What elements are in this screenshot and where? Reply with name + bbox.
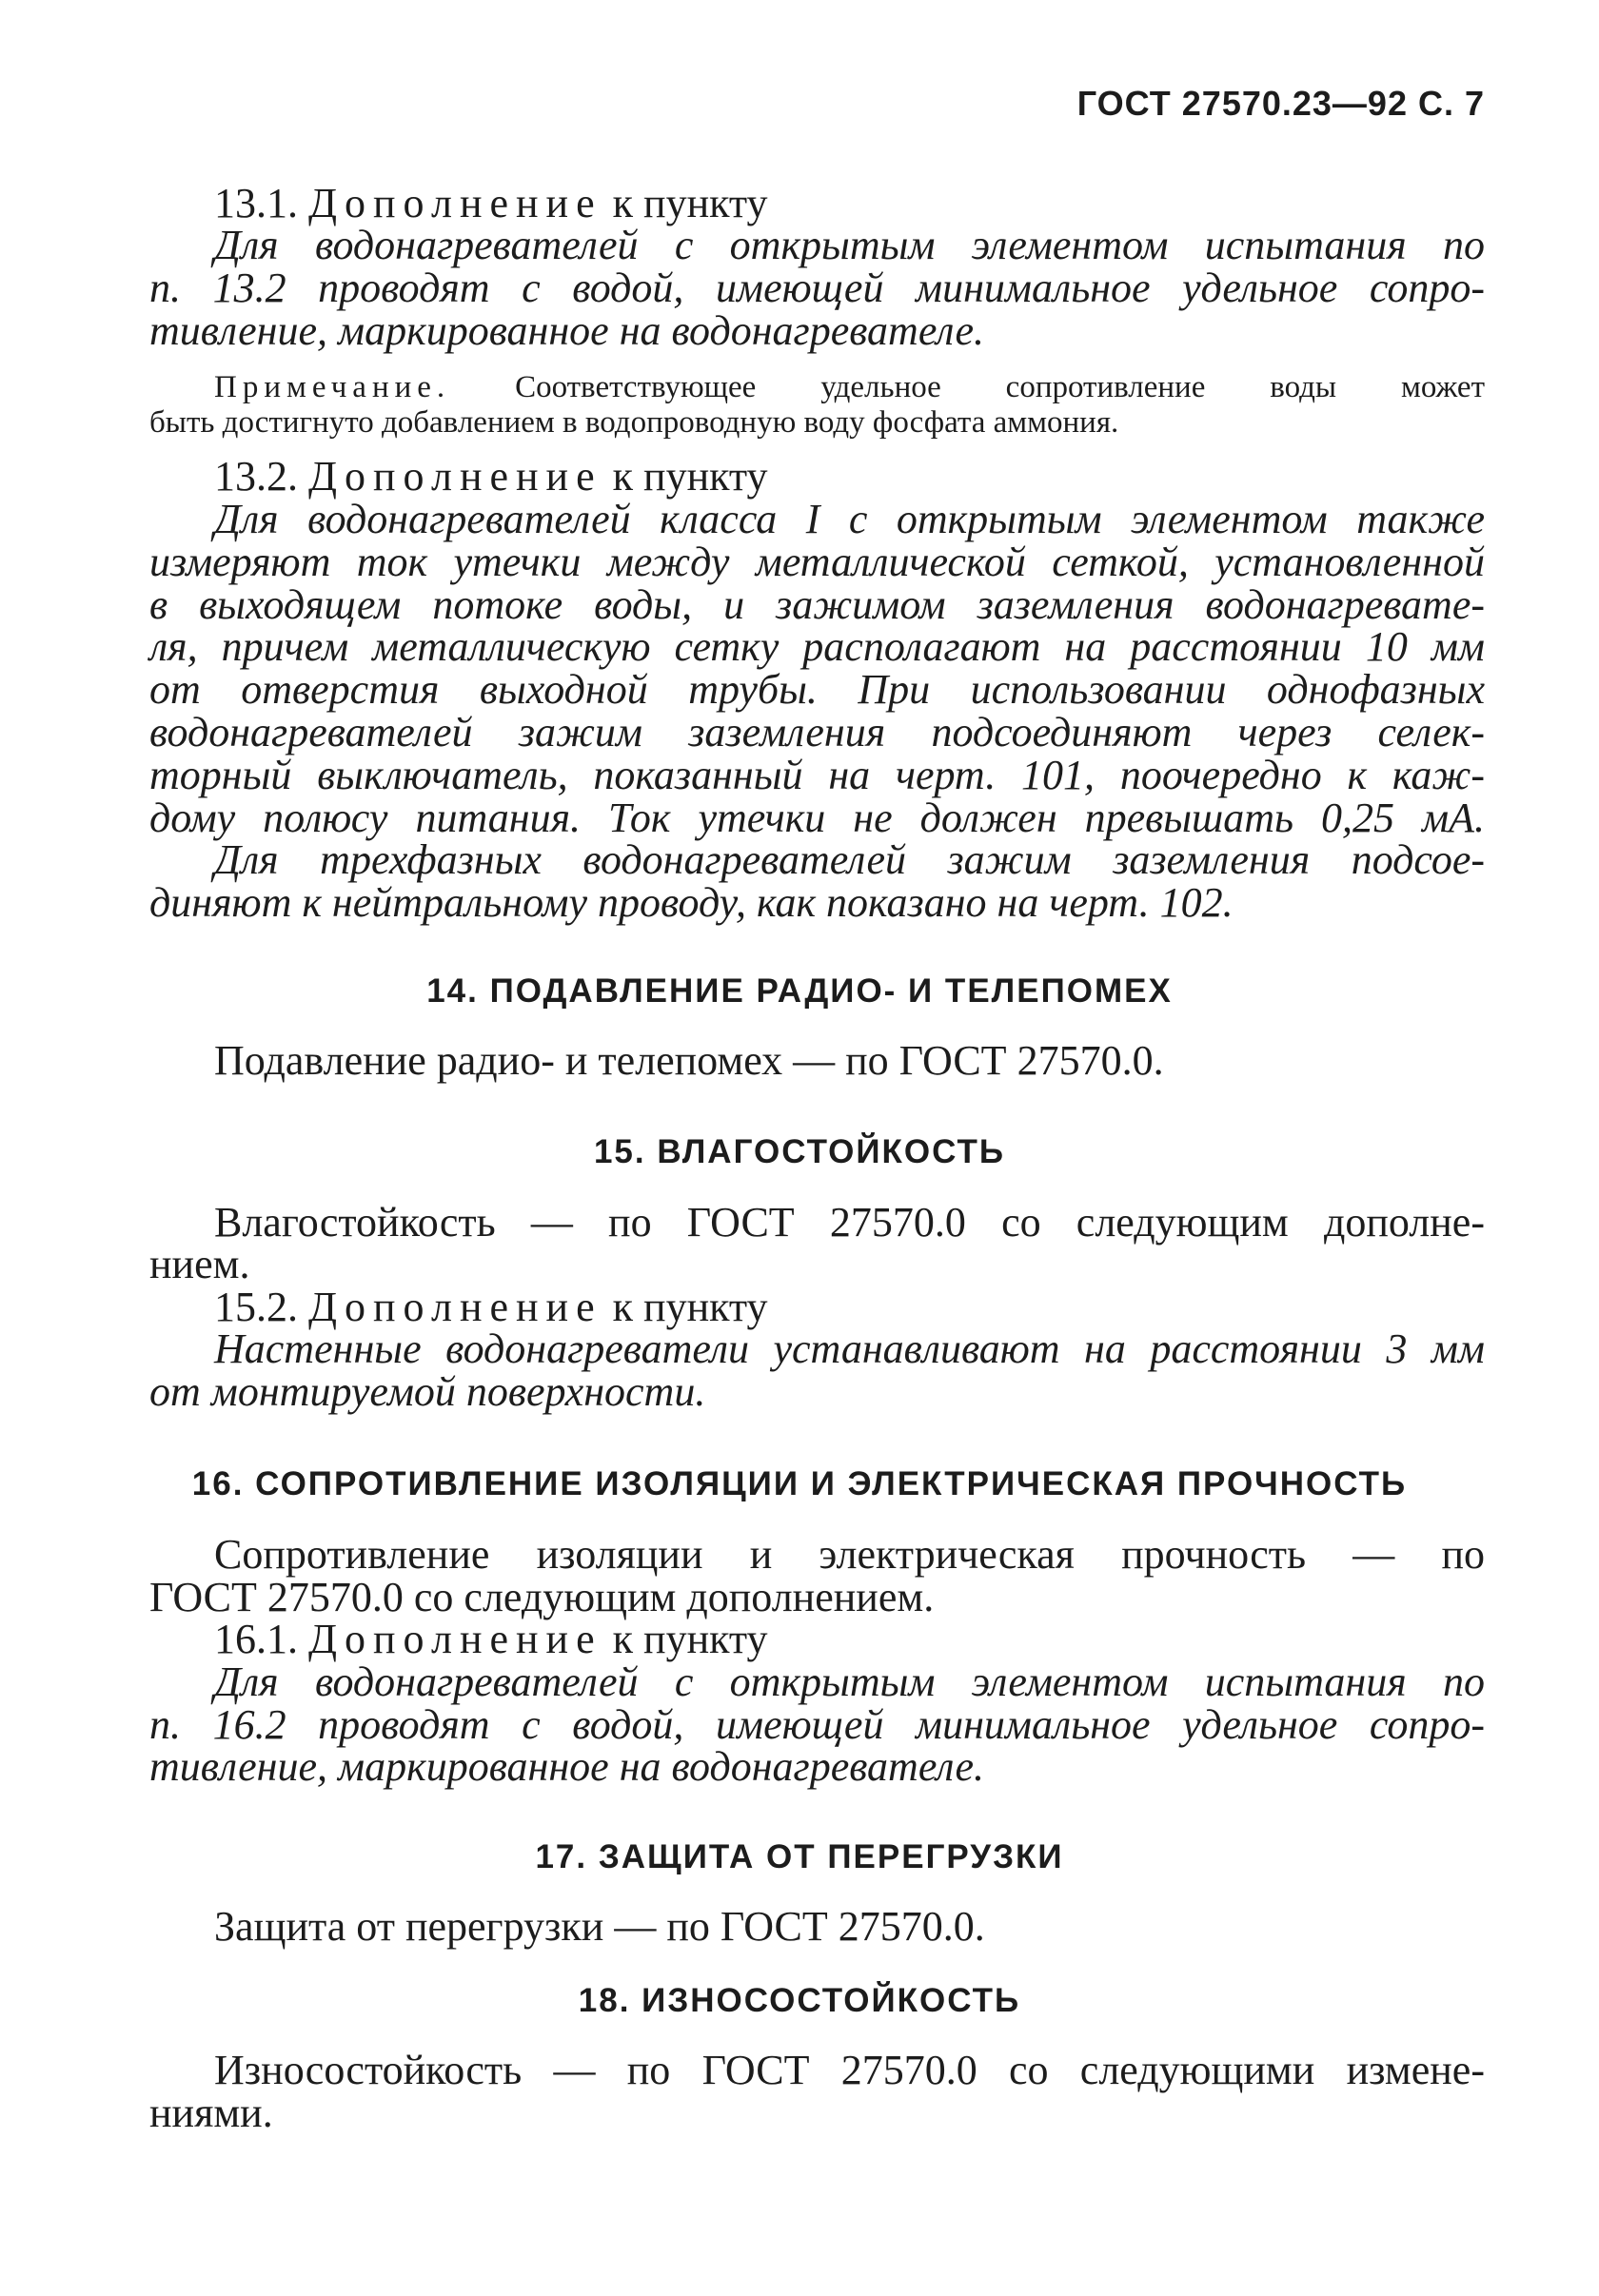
clause-15-2-title: 15.2. Дополнение к пункту xyxy=(214,1284,768,1330)
note-line: Примечание. Соответствующее удельное сопротивление воды может xyxy=(214,370,1485,404)
section-17-text: Защита от перегрузки — по ГОСТ 27570.0. xyxy=(214,1903,985,1950)
clause-13-1-line: Для водонагревателей с открытым элементом испытания по xyxy=(214,222,1485,268)
clause-13-2-line: Для трехфазных водонагревателей зажим заземления подсое- xyxy=(214,836,1485,883)
page-header: ГОСТ 27570.23—92 С. 7 xyxy=(1076,84,1485,123)
clause-13-2-line: водонагревателей зажим заземления подсоединяют через селек- xyxy=(149,709,1485,756)
section-16-text: Сопротивление изоляции и электрическая прочность — по xyxy=(214,1531,1485,1578)
clause-13-2-line: дому полюсу питания. Ток утечки не должен превышать 0,25 мА. xyxy=(149,795,1485,841)
section-18-text: Износостойкость — по ГОСТ 27570.0 со следующими измене- xyxy=(214,2047,1485,2093)
section-14-heading: 14. ПОДАВЛЕНИЕ РАДИО- И ТЕЛЕПОМЕХ xyxy=(426,972,1173,1010)
section-14-text: Подавление радио- и телепомех — по ГОСТ 27570.0. xyxy=(214,1037,1164,1084)
clause-13-2-line: измеряют ток утечки между металлической сеткой, установленной xyxy=(149,539,1485,585)
clause-13-1-line: п. 13.2 проводят с водой, имеющей минимальное удельное сопро- xyxy=(149,265,1485,311)
clause-16-1-line: Для водонагревателей с открытым элементом испытания по xyxy=(214,1658,1485,1705)
section-18-heading: 18. ИЗНОСОСТОЙКОСТЬ xyxy=(578,1982,1021,2019)
clause-13-1-title: 13.1. Дополнение к пункту xyxy=(214,180,768,226)
clause-13-2-line: в выходящем потоке воды, и зажимом заземления водонагревате- xyxy=(149,581,1485,628)
section-15-text: Влагостойкость — по ГОСТ 27570.0 со следующим дополне- xyxy=(214,1199,1485,1246)
clause-13-2-line: от отверстия выходной трубы. При использовании однофазных xyxy=(149,666,1485,713)
clause-16-1-line: тивление, маркированное на водонагревателе. xyxy=(149,1743,985,1790)
section-16-heading: 16. СОПРОТИВЛЕНИЕ ИЗОЛЯЦИИ И ЭЛЕКТРИЧЕСКАЯ ПРОЧНОСТЬ xyxy=(191,1465,1408,1502)
clause-13-2-line: ля, причем металлическую сетку располагают на расстоянии 10 мм xyxy=(149,623,1485,670)
clause-16-1-line: п. 16.2 проводят с водой, имеющей минимальное удельное сопро- xyxy=(149,1701,1485,1748)
section-15-text: нием. xyxy=(149,1241,250,1287)
clause-13-2-line: диняют к нейтральному проводу, как показано на черт. 102. xyxy=(149,879,1234,926)
section-17-heading: 17. ЗАЩИТА ОТ ПЕРЕГРУЗКИ xyxy=(535,1838,1064,1875)
clause-13-1-line: тивление, маркированное на водонагревателе. xyxy=(149,307,985,354)
clause-13-2-line: Для водонагревателей класса I с открытым элементом также xyxy=(214,496,1485,542)
section-18-text: ниями. xyxy=(149,2090,273,2136)
clause-15-2-line: от монтируемой поверхности. xyxy=(149,1368,706,1415)
note-line: быть достигнуто добавлением в водопроводную воду фосфата аммония. xyxy=(149,405,1119,440)
clause-13-2-line: торный выключатель, показанный на черт. 101, поочередно к каж- xyxy=(149,752,1485,798)
section-15-heading: 15. ВЛАГОСТОЙКОСТЬ xyxy=(593,1133,1006,1170)
section-16-text: ГОСТ 27570.0 со следующим дополнением. xyxy=(149,1574,935,1620)
clause-13-2-title: 13.2. Дополнение к пункту xyxy=(214,453,768,500)
clause-15-2-line: Настенные водонагреватели устанавливают на расстоянии 3 мм xyxy=(214,1325,1485,1372)
clause-16-1-title: 16.1. Дополнение к пункту xyxy=(214,1616,768,1662)
